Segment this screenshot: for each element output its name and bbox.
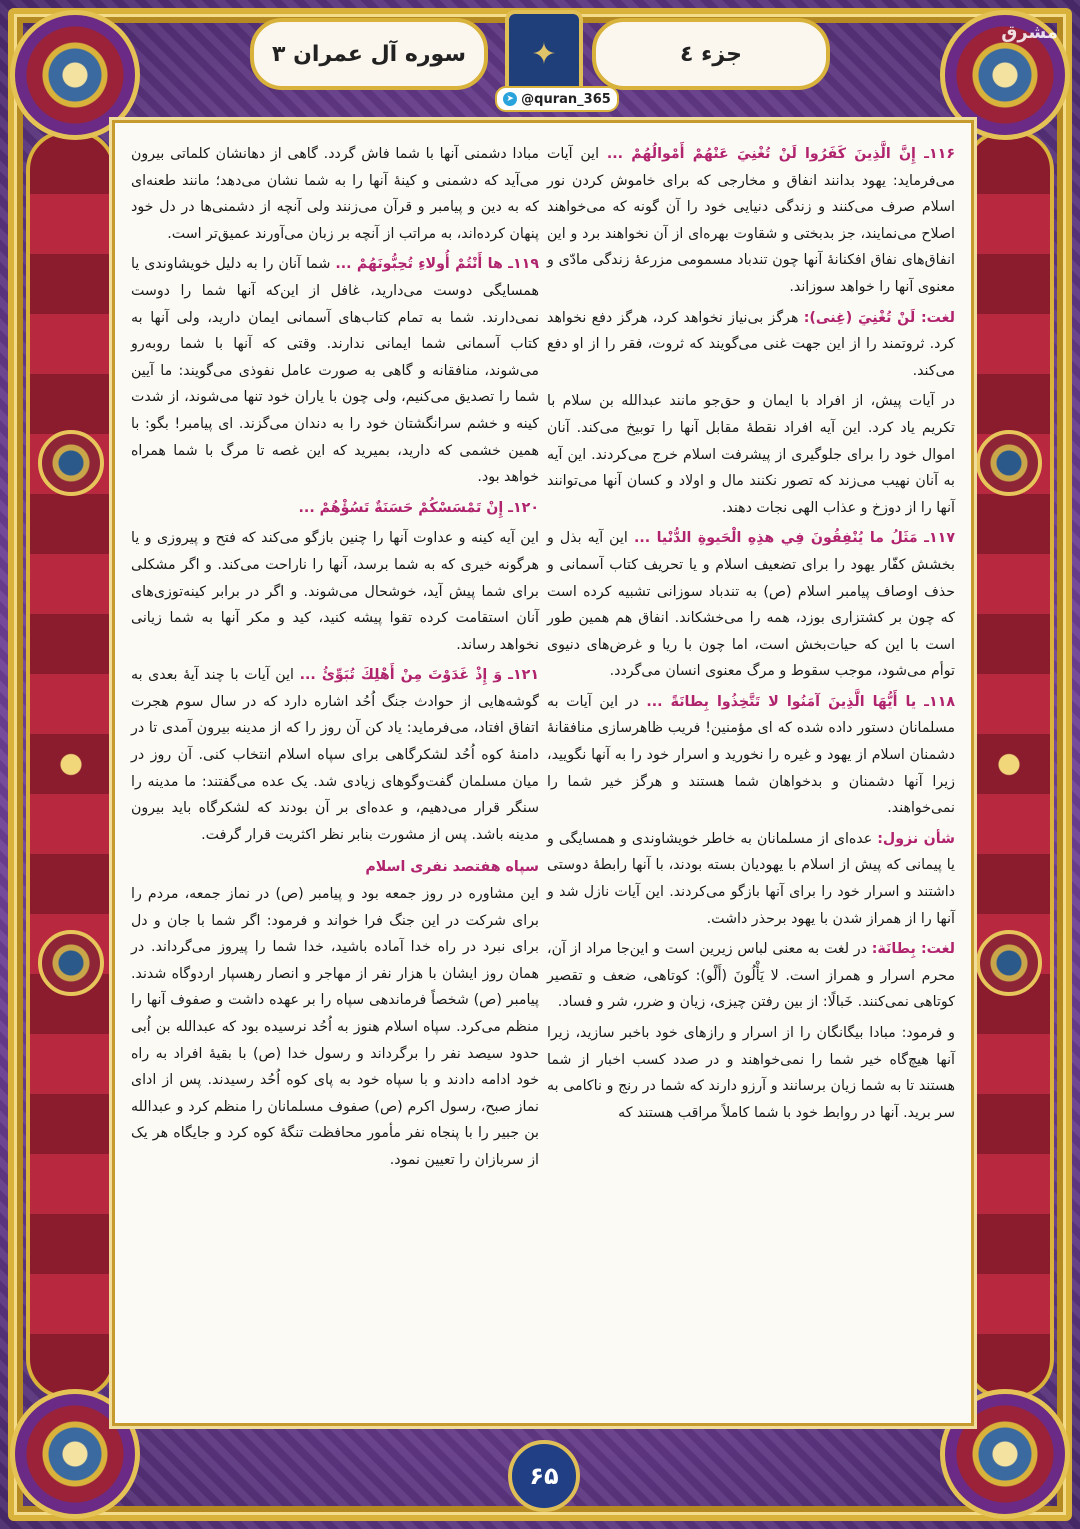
ayah-reference: ۱۲۰ـ إِنْ تَمْسَسْكُمْ حَسَنَةٌ تَسُؤْهُمْ ... [298, 499, 539, 516]
left-medallion-icon [38, 430, 104, 496]
paragraph-text: عده‌ای از مسلمانان به خاطر خویشاوندی و همسایگی و یا پیمانی که پیش از اسلام با یهودیان بسته بودند، با آنها رابطهٔ دوستی داشتند و اسرار خود را برای آنها بازگو می‌کردند. این آیات نازل شد و آنها را از همراز شدن با یهود برحذر داشت. [547, 830, 955, 927]
surah-title: سوره آل عمران ٣ [250, 18, 488, 90]
paragraph-text: در این آیات به مسلمانان دستور داده شده که ای مؤمنین! فریب ظاهرسازی منافقانهٔ دشمنان اسلام از یهود و غیره را نخورید و اسرار خود را به آنها نگویید، زیرا آنها دشمنان و بدخواهان شما هستند و هرگز خیر شما را نمی‌خواهند. [547, 693, 955, 817]
left-ornament-border [26, 130, 116, 1399]
commentary-paragraph [547, 826, 955, 932]
ayah-reference: ۱۲۱ـ وَ إِذْ غَدَوْتَ مِنْ أَهْلِكَ تُبَوِّئُ ... [299, 667, 539, 684]
paragraph-text: این آیات می‌فرماید: یهود بدانند انفاق و مخارجی که برای خاموش کردن نور اسلام صرف می‌کنند و زندگی دنیایی خود را آن گونه که می‌خواهند اصلاح می‌نمایند، جز بدبختی و شقاوت بهره‌ای از آن نخواهند برد و این انفاق‌های نفاق افکنانهٔ آنها چون تندباد مسمومی مزرعهٔ زندگی مادّی و معنوی آنها را خواهد سوزاند. [547, 146, 955, 295]
ayah-reference: ۱۱۷ـ مَثَلُ ما يُنْفِقُونَ فِي هذِهِ الْحَيوةِ الدُّنْيا ... [633, 530, 955, 547]
commentary-paragraph [547, 141, 955, 301]
telegram-handle: @quran_365 [521, 91, 611, 107]
paragraph-text: این آیه بذل و بخشش کفّار یهود را برای تضعیف اسلام و یا تحریف کتاب آسمانی و حذف اوصاف پیامبر اسلام (ص) به تندباد سوزانی تشبیه کرده است که چون بر کشتزاری بوزد، همه را می‌خشکاند. انفاق هم همین طور است با این که حیات‌بخش است، اما چون با ریا و غرض‌های دنیوی توأم می‌شود، موجب سقوط و مرگ معنوی انسان می‌گردد. [547, 530, 955, 680]
paragraph-text: در آیات پیش، از افراد با ایمان و حق‌جو مانند عبدالله بن سلام با تکریم یاد کرد. این آیه افراد نقطهٔ مقابل آنها را توبیخ می‌کند. آنان اموال خود را برای جلوگیری از پیشرفت اسلام خرج می‌کردند. این آیه به آنان نهیب می‌زند که تصور نکنند مال و اولاد و کسان آنها می‌توانند آنها را از دوزخ و عذاب الهی نجات دهند. [547, 393, 955, 516]
term-label: لغت: بِطانَة: [871, 941, 956, 958]
paragraph-text: در لغت به معنی لباس زیرین است و این‌جا مراد از آن، محرم اسرار و همراز است. لا يَأْلُونَ (أَلْو): کوتاهی، ضعف و تقصیر کوتاهی نمی‌کنند. خَبالًا: از بین رفتن چیزی، زیان و ضرر، شر و فساد. [547, 941, 955, 1011]
commentary-paragraph [547, 1020, 955, 1126]
right-column [547, 141, 955, 1130]
commentary-paragraph [547, 936, 955, 1016]
paragraph-text: و فرمود: مبادا بیگانگان را از اسرار و رازهای خود باخبر سازید، زیرا آنها هیچ‌گاه خیر شما را نمی‌خواهند و در صدد کسب اخبار از شما هستند تا به شما زیان برسانند و آرزو دارند که شما در رنج و ناکامی به سر برید. آنها در روابط خود با شما کاملاً مراقب هستند که [547, 1025, 955, 1121]
term-label: لغت: لَنْ تُغْنِيَ (غِنی): [803, 309, 955, 326]
commentary-paragraph [131, 141, 539, 247]
right-medallion-icon [976, 430, 1042, 496]
ayah-reference: ۱۱۸ـ يا أَيُّهَا الَّذِينَ آمَنُوا لا تَتَّخِذُوا بِطانَةً ... [646, 693, 956, 710]
page-header [250, 10, 830, 90]
commentary-paragraph [131, 525, 539, 658]
paragraph-text: این آیات با چند آیهٔ بعدی به گوشه‌هایی از حوادث جنگ اُحُد اشاره دارد که در سال سوم هجرت اتفاق افتاد، می‌فرماید: یاد کن آن روز را که از مدینه بیرون آمدی تا در دامنهٔ کوه اُحُد لشکرگاهی برای سپاه اسلام انتخاب کنی. آن روز در میان مسلمان گفت‌وگوهای زیادی شد. یک عده می‌گفتند: ما مدینه را سنگر قرار می‌دهیم، و عده‌ای بر آن بودند که لشکرگاه باید بیرون مدینه باشد. پس از مشورت بنابر نظر اکثریت قرار گرفت. [131, 667, 539, 843]
paragraph-text: این مشاوره در روز جمعه بود و پیامبر (ص) در نماز جمعه، مردم را برای شرکت در این جنگ فرا خواند و فرمود: اگر شما با جان و دل برای نبرد در راه خدا آماده باشید، خدا شما را پیروز می‌گرداند. در همان روز ایشان با هزار نفر از مهاجر و انصار رهسپار اردوگاه شدند. پیامبر (ص) شخصاً فرماندهی سپاه را بر عهده داشت و صفوف آنها را منظم می‌کرد. سپاه اسلام هنوز به اُحُد نرسیده بود که عبدالله بن اُبی حدود سیصد نفر را برگرداند و رسول خدا (ص) با بقیهٔ افراد به راه خود ادامه دادند و با سپاه خود به پای کوه اُحُد رسیدند. پس از ادای نماز صبح، رسول اکرم (ص) صفوف مسلمانان را منظم کرد و عبدالله بن جبیر را با پنجاه نفر مأمور محافظت تنگهٔ کوه کرد و جایگاه هر یک از سربازان را تعیین نمود. [131, 886, 539, 1168]
telegram-icon: ➤ [503, 92, 517, 106]
paragraph-text: این آیه کینه و عداوت آنها را چنین بازگو می‌کند که فتح و پیروزی و یا هرگونه خیری که به شما برسد، آنها را ناراحت می‌کند. و اگر مشکلی برای شما پیش آید، خوشحال می‌شوند. و اگر در برابر کینه‌توزی‌های آنان استقامت کرده تقوا پیشه کنید، کید و مکر آنها به شما زیانی نخواهد رساند. [131, 530, 539, 653]
term-label: شأن نزول: [877, 830, 955, 847]
left-column [131, 141, 539, 1178]
section-heading: سپاه هفتصد نفری اسلام [365, 859, 539, 876]
commentary-paragraph [131, 495, 539, 522]
commentary-paragraph [547, 525, 955, 685]
right-medallion-icon [976, 930, 1042, 996]
paragraph-text: مبادا دشمنی آنها با شما فاش گردد. گاهی از دهانشان کلماتی بیرون می‌آید که دشمنی و کینهٔ آنها را به شما نشان می‌دهد؛ مانند طعنه‌ای که به دین و پیامبر و قرآن می‌زنند ولی آنچه از دشمنی‌ها در دل خود پنهان کرده‌اند، به مراتب از آنچه بر زبان می‌آورند عمیق‌تر است. [131, 146, 539, 242]
ayah-reference: ۱۱۶ـ إِنَّ الَّذِينَ كَفَرُوا لَنْ تُغْنِيَ عَنْهُمْ أَمْوالُهُمْ ... [606, 146, 955, 162]
ayah-reference: ۱۱۹ـ ها أَنْتُمْ أُولاءِ تُحِبُّونَهُمْ ... [335, 256, 539, 273]
quran-emblem-icon: ✦ [505, 10, 583, 98]
commentary-paragraph [131, 251, 539, 490]
left-medallion-icon [38, 930, 104, 996]
commentary-paragraph [547, 388, 955, 521]
right-ornament-border [964, 130, 1054, 1399]
paragraph-text: هرگز بی‌نیاز نخواهد کرد، هرگز دفع نخواهد کرد. ثروتمند را از این جهت غنی می‌گویند که ثروت، فقر را از او دفع می‌کند. [547, 309, 955, 379]
watermark: مشرق [1001, 22, 1058, 43]
commentary-paragraph [547, 305, 955, 385]
paragraph-text: شما آنان را به دلیل خویشاوندی یا همسایگی دوست می‌دارید، غافل از این‌که آنها شما را دوست نمی‌دارند. شما به تمام کتاب‌های آسمانی ایمان دارید، ولی آنها به کتاب آسمانی شما ایمانی ندارند. وقتی که آنها با شما روبه‌رو می‌شوند، منافقانه و گاهی به صورت عامل نفوذی می‌گویند: ما آیین شما را تصدیق می‌کنیم، ولی چون با یاران خود تنها می‌شوند، از شدت کینه و خشم سرانگشتان خود را به دندان می‌گزند. ای پیامبر! بگو: با همین خشمی که دارید، بمیرید که این غصه تا مرگ با شما همراه خواهد بود. [131, 256, 539, 486]
commentary-paragraph [547, 689, 955, 822]
content-panel [112, 120, 974, 1426]
juz-title: جزء ٤ [592, 18, 830, 90]
telegram-tag[interactable] [495, 86, 619, 112]
commentary-paragraph [131, 881, 539, 1174]
commentary-paragraph [131, 662, 539, 848]
page-number: ۶۵ [508, 1440, 580, 1512]
